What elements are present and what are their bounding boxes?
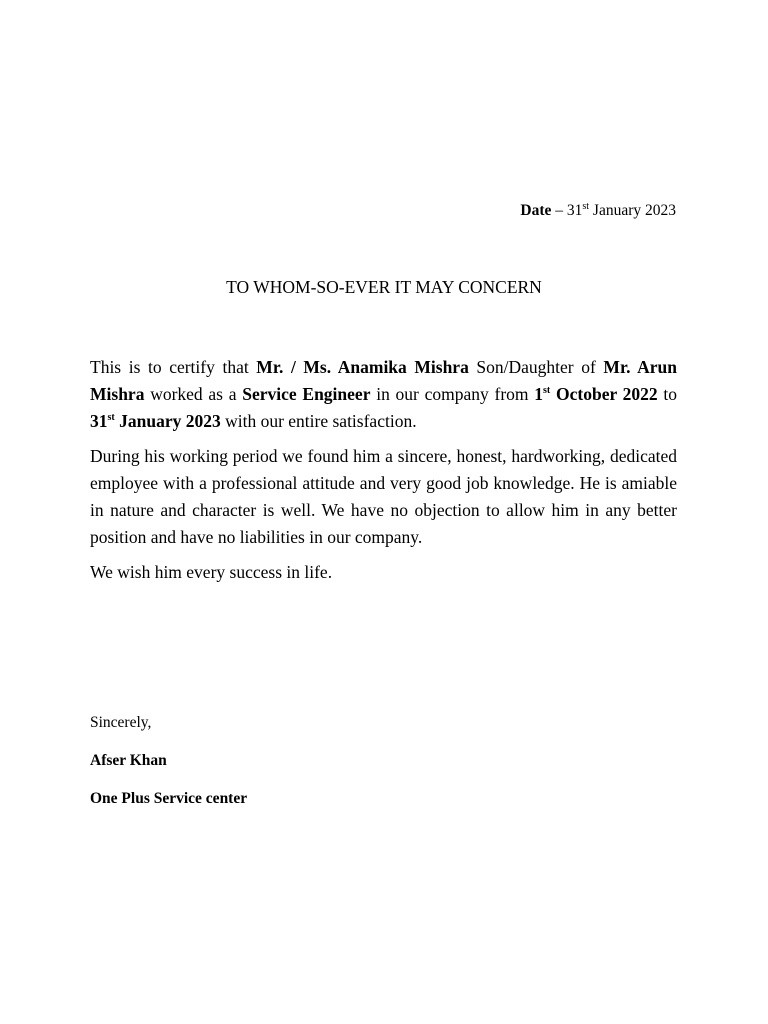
certification-paragraph: [90, 354, 677, 435]
organization-name: One Plus Service center: [90, 790, 248, 807]
start-day-suffix: st: [543, 385, 551, 397]
signatory-name: Afser Khan: [90, 752, 167, 769]
end-day: 31: [90, 411, 108, 431]
start-date: [534, 384, 657, 404]
letter-body: [90, 354, 677, 594]
employee-name: Mr. / Ms. Anamika Mishra: [256, 357, 469, 377]
date-day: 31: [566, 202, 583, 219]
date-day-suffix: st: [582, 200, 590, 212]
date-rest: January 2023: [589, 202, 676, 219]
parent-name: Mr. Arun Mishra: [90, 357, 677, 404]
letter-heading: TO WHOM-SO-EVER IT MAY CONCERN: [226, 277, 542, 297]
wishes-paragraph: We wish him every success in life.: [90, 562, 333, 582]
start-rest: October 2022: [550, 384, 658, 404]
job-role: Service Engineer: [242, 384, 371, 404]
para1-text-5: to: [657, 384, 678, 404]
conduct-paragraph: During his working period we found him a sincere, honest, hardworking, dedicated employee with a professional attitude and very good job knowledge. He is amiable in nature and character is well. We have no objection to allow him in any better position and have no liabilities in our company.: [90, 446, 677, 547]
date-label: Date: [520, 202, 552, 219]
start-day: 1: [534, 384, 544, 404]
para1-text-4: in our company from: [370, 384, 535, 404]
para1-text-2: Son/Daughter of: [468, 357, 604, 377]
para1-text-1: This is to certify that: [90, 357, 257, 377]
para1-text-3: worked as a: [144, 384, 243, 404]
end-day-suffix: st: [107, 412, 115, 424]
closing-text: Sincerely,: [90, 714, 152, 731]
end-date: [90, 411, 221, 431]
end-rest: January 2023: [114, 411, 221, 431]
date-separator: –: [551, 202, 567, 219]
para1-text-6: with our entire satisfaction.: [220, 411, 417, 431]
date-line: [520, 200, 676, 222]
